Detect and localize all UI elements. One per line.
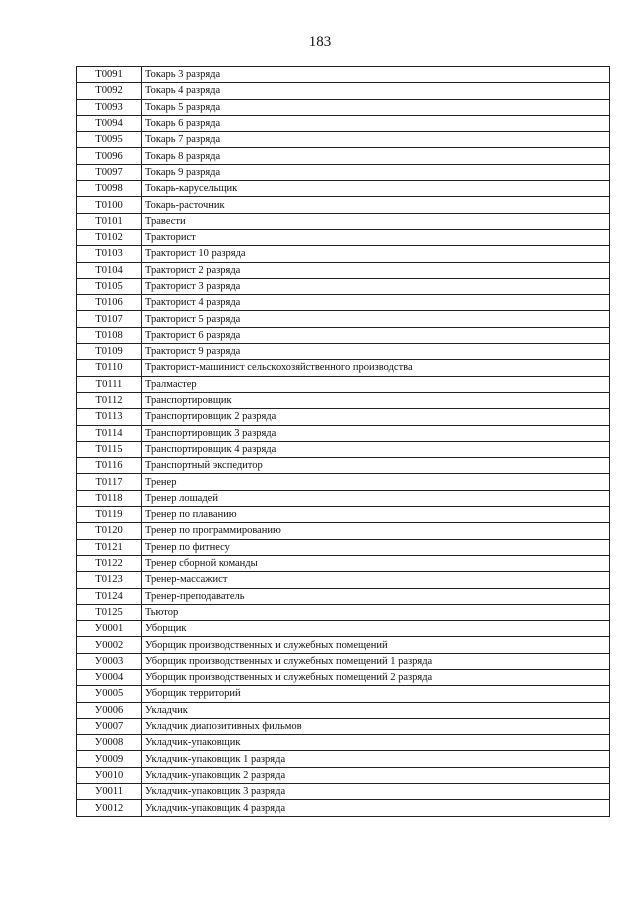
code-cell: Т0096 (77, 148, 142, 164)
table-row (77, 115, 610, 131)
table-row (77, 213, 610, 229)
name-cell: Токарь 5 разряда (142, 99, 610, 115)
code-cell: У0009 (77, 751, 142, 767)
table-row (77, 637, 610, 653)
code-cell: Т0106 (77, 295, 142, 311)
name-cell: Тракторист 2 разряда (142, 262, 610, 278)
code-cell: Т0109 (77, 344, 142, 360)
code-cell: У0010 (77, 767, 142, 783)
name-cell: Тракторист 5 разряда (142, 311, 610, 327)
name-cell: Тракторист 9 разряда (142, 344, 610, 360)
table-row (77, 621, 610, 637)
code-cell: Т0113 (77, 409, 142, 425)
table-row (77, 181, 610, 197)
table-row (77, 572, 610, 588)
table-row (77, 409, 610, 425)
table-row (77, 702, 610, 718)
code-cell: Т0103 (77, 246, 142, 262)
table-row (77, 148, 610, 164)
code-cell: У0004 (77, 669, 142, 685)
name-cell: Токарь 8 разряда (142, 148, 610, 164)
table-body (77, 67, 610, 817)
table-row (77, 555, 610, 571)
name-cell: Транспортировщик 3 разряда (142, 425, 610, 441)
name-cell: Токарь 4 разряда (142, 83, 610, 99)
profession-codes-table (76, 66, 610, 817)
name-cell: Токарь 9 разряда (142, 164, 610, 180)
code-cell: Т0111 (77, 376, 142, 392)
code-cell: У0003 (77, 653, 142, 669)
table-row (77, 327, 610, 343)
code-cell: Т0112 (77, 392, 142, 408)
code-cell: Т0116 (77, 458, 142, 474)
code-cell: Т0115 (77, 441, 142, 457)
table-row (77, 767, 610, 783)
table-row (77, 392, 610, 408)
name-cell: Транспортный экспедитор (142, 458, 610, 474)
code-cell: Т0120 (77, 523, 142, 539)
table-row (77, 441, 610, 457)
table-row (77, 360, 610, 376)
name-cell: Уборщик производственных и служебных помещений (142, 637, 610, 653)
name-cell: Тренер-преподаватель (142, 588, 610, 604)
code-cell: Т0122 (77, 555, 142, 571)
table-row (77, 295, 610, 311)
name-cell: Транспортировщик (142, 392, 610, 408)
code-cell: Т0123 (77, 572, 142, 588)
code-cell: Т0097 (77, 164, 142, 180)
table-row (77, 67, 610, 83)
code-cell: Т0110 (77, 360, 142, 376)
code-cell: Т0098 (77, 181, 142, 197)
table-row (77, 164, 610, 180)
code-cell: Т0117 (77, 474, 142, 490)
code-cell: Т0124 (77, 588, 142, 604)
table-row (77, 83, 610, 99)
table-row (77, 718, 610, 734)
name-cell: Тренер (142, 474, 610, 490)
name-cell: Тренер по плаванию (142, 507, 610, 523)
code-cell: У0007 (77, 718, 142, 734)
table-row (77, 800, 610, 816)
table-row (77, 278, 610, 294)
code-cell: Т0119 (77, 507, 142, 523)
table-row (77, 376, 610, 392)
name-cell: Укладчик-упаковщик (142, 735, 610, 751)
name-cell: Укладчик-упаковщик 2 разряда (142, 767, 610, 783)
name-cell: Тренер сборной команды (142, 555, 610, 571)
table-row (77, 588, 610, 604)
code-cell: У0002 (77, 637, 142, 653)
code-cell: Т0105 (77, 278, 142, 294)
name-cell: Токарь-расточник (142, 197, 610, 213)
code-cell: Т0091 (77, 67, 142, 83)
code-cell: Т0114 (77, 425, 142, 441)
name-cell: Уборщик (142, 621, 610, 637)
table-row (77, 669, 610, 685)
name-cell: Токарь 3 разряда (142, 67, 610, 83)
code-cell: У0011 (77, 784, 142, 800)
code-cell: Т0100 (77, 197, 142, 213)
table-row (77, 262, 610, 278)
name-cell: Укладчик (142, 702, 610, 718)
table-row (77, 197, 610, 213)
name-cell: Укладчик-упаковщик 3 разряда (142, 784, 610, 800)
table-row (77, 474, 610, 490)
name-cell: Транспортировщик 2 разряда (142, 409, 610, 425)
code-cell: Т0095 (77, 132, 142, 148)
table-row (77, 490, 610, 506)
code-cell: Т0092 (77, 83, 142, 99)
name-cell: Уборщик производственных и служебных помещений 1 разряда (142, 653, 610, 669)
table-row (77, 653, 610, 669)
name-cell: Тренер лошадей (142, 490, 610, 506)
name-cell: Уборщик производственных и служебных помещений 2 разряда (142, 669, 610, 685)
name-cell: Тьютор (142, 604, 610, 620)
table-row (77, 458, 610, 474)
table-row (77, 751, 610, 767)
code-cell: Т0093 (77, 99, 142, 115)
table-row (77, 311, 610, 327)
name-cell: Тренер по программированию (142, 523, 610, 539)
table-row (77, 784, 610, 800)
table-row (77, 99, 610, 115)
name-cell: Тракторист 6 разряда (142, 327, 610, 343)
name-cell: Тракторист-машинист сельскохозяйственного производства (142, 360, 610, 376)
name-cell: Укладчик-упаковщик 4 разряда (142, 800, 610, 816)
name-cell: Тракторист 3 разряда (142, 278, 610, 294)
code-cell: Т0101 (77, 213, 142, 229)
table-row (77, 246, 610, 262)
table-row (77, 523, 610, 539)
name-cell: Тренер-массажист (142, 572, 610, 588)
name-cell: Травести (142, 213, 610, 229)
name-cell: Тралмастер (142, 376, 610, 392)
code-cell: Т0094 (77, 115, 142, 131)
name-cell: Тракторист (142, 229, 610, 245)
code-cell: У0012 (77, 800, 142, 816)
page-number: 183 (308, 34, 332, 50)
table-row (77, 425, 610, 441)
code-cell: Т0104 (77, 262, 142, 278)
code-cell: Т0108 (77, 327, 142, 343)
code-cell: У0001 (77, 621, 142, 637)
table-row (77, 686, 610, 702)
code-cell: Т0125 (77, 604, 142, 620)
table-row (77, 507, 610, 523)
name-cell: Тренер по фитнесу (142, 539, 610, 555)
code-cell: У0008 (77, 735, 142, 751)
name-cell: Уборщик территорий (142, 686, 610, 702)
table-row (77, 344, 610, 360)
name-cell: Транспортировщик 4 разряда (142, 441, 610, 457)
code-cell: Т0102 (77, 229, 142, 245)
code-cell: Т0107 (77, 311, 142, 327)
table-row (77, 539, 610, 555)
name-cell: Укладчик диапозитивных фильмов (142, 718, 610, 734)
code-cell: У0005 (77, 686, 142, 702)
code-cell: Т0118 (77, 490, 142, 506)
table-row (77, 604, 610, 620)
name-cell: Токарь 7 разряда (142, 132, 610, 148)
name-cell: Укладчик-упаковщик 1 разряда (142, 751, 610, 767)
name-cell: Токарь 6 разряда (142, 115, 610, 131)
name-cell: Тракторист 4 разряда (142, 295, 610, 311)
name-cell: Токарь-карусельщик (142, 181, 610, 197)
code-cell: Т0121 (77, 539, 142, 555)
table-row (77, 132, 610, 148)
name-cell: Тракторист 10 разряда (142, 246, 610, 262)
table-row (77, 735, 610, 751)
code-cell: У0006 (77, 702, 142, 718)
table-row (77, 229, 610, 245)
